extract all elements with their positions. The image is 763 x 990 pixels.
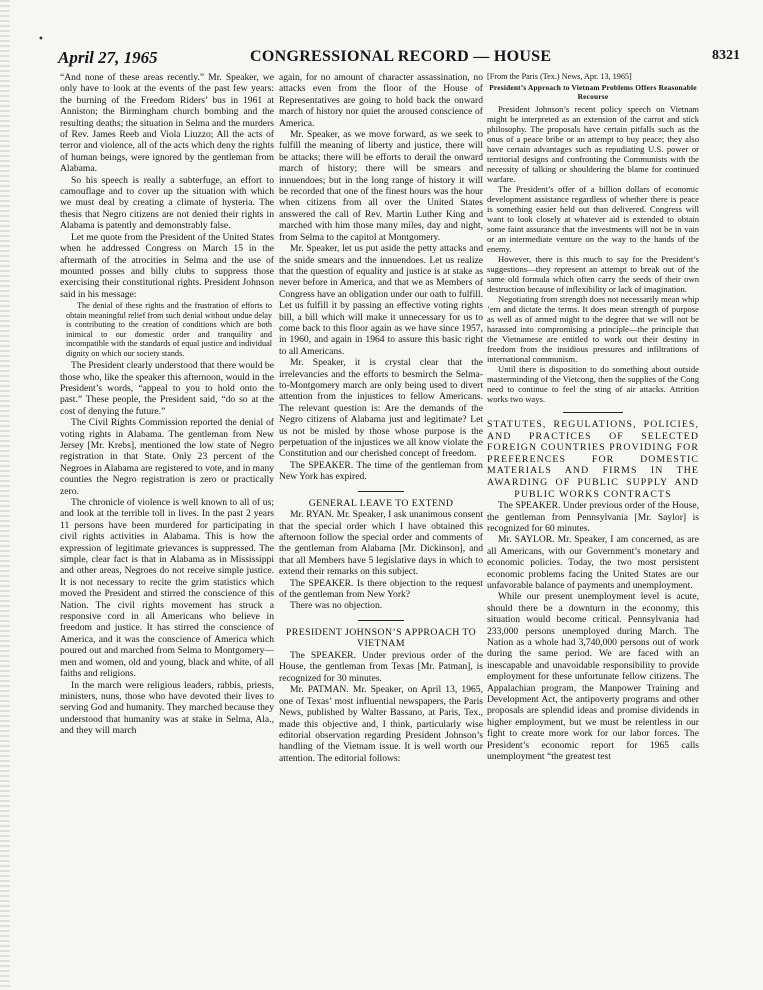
paragraph: “And none of these areas recently.” Mr. Speaker, we only have to look at the events of the past few years: the burning of the Freedom Riders’ bus in 1961 at Anniston; the Birmingham church bombing and the resulting deaths; the situation in Selma and the murders of Rev. James Reeb and Viola Liuzzo; All the acts of terror and violence, all of the acts which deny the rights of human beings, were ignored by the gentleman from Alabama.: [60, 72, 274, 175]
paragraph: The SPEAKER. Under previous order of the House, the gentleman from Texas [Mr. Patman], is recognized for 30 minutes.: [279, 650, 483, 684]
paragraph: Mr. RYAN. Mr. Speaker, I ask unanimous consent that the special order which I have obtained this afternoon follow the special order and comments of the gentleman from Alabama [Mr. Dickinson], and that all Members have 5 legislative days in which to extend their remarks on this subject.: [279, 509, 483, 578]
page-binding-edge: [0, 0, 10, 990]
section-heading: GENERAL LEAVE TO EXTEND: [308, 497, 454, 509]
section-heading: STATUTES, REGULATIONS, POLICIES, AND PRACTICES OF SELECTED FOREIGN COUNTRIES PROVIDING FOR PREFERENCES FOR DOMESTIC MATERIALS AND FIRMS IN THE AWARDING OF PUBLIC SUPPLY AND PUBLIC WORKS CONTRACTS: [487, 419, 699, 500]
paragraph: The SPEAKER. Under previous order of the House, the gentleman from Pennsylvania [Mr. Saylor] is recognized for 60 minutes.: [487, 500, 699, 534]
quoted-paragraph: However, there is this much to say for the President’s suggestions—they represent an attempt to break out of the same old formula which often carry the seeds of their own destruction because of inflexibility or lack of imagination.: [487, 254, 699, 294]
paragraph: So his speech is really a subterfuge, an effort to camouflage and to cover up the situation with which we must deal by creating a climate of hysteria. The thesis that Negro citizens are not denied their rights in Alabama is patently and demonstrably false.: [60, 174, 274, 232]
paragraph: The SPEAKER. Is there objection to the request of the gentleman from New York?: [279, 577, 483, 601]
paragraph: The chronicle of violence is well known to all of us; and look at the terrible toll in lives. In the past 2 years 11 persons have been murdered for participating in civil rights activities in Alabama. This is how the expression of legitimate grievances is suppressed. The simple, clear fact is that in Alabama as in Mississippi and other areas, Negroes do not receive simple justice. It is not necessary to recite the grim statistics which moved the President and stirred the conscience of this Nation. The civil rights movement has struck a responsive cord in all Americans who believe in freedom and justice. It has stirred the conscience of America, and it was the conscience of America which poured out and marched from Selma to Montgomery—men and women, old and young, black and white, of all faiths and religions.: [60, 497, 274, 680]
header-publication: CONGRESSIONAL RECORD — HOUSE: [250, 48, 552, 65]
quoted-paragraph: Negotiating from strength does not necessarily mean whip ’em and dictate the terms. It does mean strength of purpose as well as of armed might to the degree that we will not be harassed into compromising a principle—the principle that the Vietnamese are entitled to work out their destiny in freedom from the insidious pressures and infiltrations of international communism.: [487, 294, 699, 364]
paragraph: There was no objection.: [290, 600, 383, 612]
header-page-number: 8321: [712, 48, 740, 63]
section-divider: [358, 620, 404, 621]
column-right: [487, 72, 699, 763]
quoted-paragraph: President Johnson’s recent policy speech on Vietnam might be interpreted as an extension of the carrot and stick philosophy. The proposals have certain pitfalls such as the onus of a peace bribe or an attempt to buy peace; they also have certain advantages such as repudiating U.S. power or territorial designs and confronting the Communists with the necessity of talking or shouldering the blame for continued warfare.: [487, 104, 699, 184]
paragraph: The President clearly understood that there would be those who, like the speaker this afternoon, would in the President’s words, “appeal to you to hold onto the past.” These people, the President said, “do so at the cost of denying the future.”: [60, 360, 274, 417]
block-quote: The denial of these rights and the frustration of efforts to obtain meaningful relief from such denial without undue delay is contributing to the creation of conditions which are both inimical to our domestic order and tranquility and incompatible with the standards of equal justice and individual dignity on which our society stands.: [66, 301, 272, 358]
paragraph: again, for no amount of character assassination, no attacks even from the floor of the House of Representatives are going to hold back the onward march of history nor quiet the aroused conscience of America.: [279, 72, 483, 129]
paragraph: The Civil Rights Commission reported the denial of voting rights in Alabama. The gentleman from New Jersey [Mr. Krebs], mentioned the low state of Negro registration in that State. Only 23 percent of the Negroes in Alabama are registered to vote, and in many counties the Negro registration is zero or practically zero.: [60, 417, 274, 497]
paragraph: The SPEAKER. The time of the gentleman from New York has expired.: [279, 459, 483, 483]
quoted-paragraph: Until there is disposition to do something about outside masterminding of the Vietcong, then the supplies of the Cong need to continue to feel the sting of air attacks. Attrition works two ways.: [487, 364, 699, 404]
quoted-paragraph: The President’s offer of a billion dollars of economic development assistance regardless of whether there is peace is something easier held out than delivered. Congress will want to look closely at whatever aid is extended to obtain some faint assurance that the investments will not be in vain or an intermediate venture on the way to the hands of the enemy.: [487, 184, 699, 254]
paragraph: Mr. Speaker, it is crystal clear that the irrelevancies and the efforts to besmirch the Selma-to-Montgomery march are only being used to divert attention from the injustices to fellow Americans. The relevant question is: Are the demands of the Negro citizens of Alabama just and legitimate? Let us not be misled by those whose purpose is the perpetuation of the injustices we all know violate the Constitution and our cherished concept of freedom.: [279, 357, 483, 460]
paragraph: While our present unemployment level is acute, should there be a downturn in the economy, this situation would become critical. Pennsylvania had 233,000 persons unemployed during March. The Nation as a whole had 3,740,000 persons out of work during the same period. We are faced with an inescapable and unavoidable responsibility to provide employment for these unfortunate fellow citizens. The Appalachian program, the Manpower Training and Development Act, the antipoverty programs and other proposals are splendid ideas and promise dividends in higher employment, but we must be relentless in our fight to create more work for our labor forces. The President’s economic report for 1965 calls unemployment “the greatest test: [487, 591, 699, 763]
margin-mark: •: [38, 34, 44, 45]
section-heading: PRESIDENT JOHNSON’S APPROACH TO VIETNAM: [285, 626, 477, 650]
column-middle: [279, 72, 483, 764]
paragraph: Let me quote from the President of the United States when he addressed Congress on March 15 in the aftermath of the atrocities in Selma and the use of mounted posses and billy clubs to suppress those exercising their constitutional rights. President Johnson said in his message:: [60, 231, 274, 300]
paragraph: Mr. SAYLOR. Mr. Speaker, I am concerned, as are all Americans, with our Government’s monetary and economic policies. Today, the two most persistent economic problems facing the United States are our unfavorable balance of payments and unemployment.: [487, 534, 699, 591]
editorial-subhead: President’s Approach to Vietnam Problems Offers Reasonable Recourse: [489, 83, 697, 101]
header-date: April 27, 1965: [58, 48, 158, 67]
column-left: [60, 72, 274, 737]
paragraph: Mr. Speaker, let us put aside the petty attacks and the snide smears and the innuendoes. Let us realize that the question of equality and justice is at stake as never before in America, and that we as Members of Congress have an obligation under our oath to fulfill. Let us fulfill it by passing an effective voting rights bill, a bill which will make it unnecessary for us to come back to this floor again as we have since 1957, in 1960, and again in 1964 to assure this basic right to all Americans.: [279, 243, 483, 357]
paragraph: In the march were religious leaders, rabbis, priests, ministers, nuns, those who have devoted their lives to serving God and humanity. They marched because they understood that humanity was at stake in Selma, Ala., and they will march: [60, 679, 274, 737]
paragraph: Mr. PATMAN. Mr. Speaker, on April 13, 1965, one of Texas’ most influential newspapers, the Paris News, published by Walter Bassano, at Paris, Tex., made this objective and, I think, particularly wise editorial observation regarding President Johnson’s handling of the Vietnam issue. It is well worth our attention. The editorial follows:: [279, 684, 483, 764]
paragraph: Mr. Speaker, as we move forward, as we seek to fulfill the meaning of liberty and justice, there will be attacks; there will be efforts to derail the onward march of history; there will be smears and innuendoes; but in the long range of history it will be recorded that one of the finest hours was the hour when citizens from all over the United States answered the call of Rev. Martin Luther King and marched with him those many miles, day and night, from Selma to the capitol at Montgomery.: [279, 129, 483, 243]
source-line: [From the Paris (Tex.) News, Apr. 13, 1965]: [487, 72, 632, 81]
section-divider: [358, 491, 404, 492]
section-divider: [563, 412, 623, 413]
